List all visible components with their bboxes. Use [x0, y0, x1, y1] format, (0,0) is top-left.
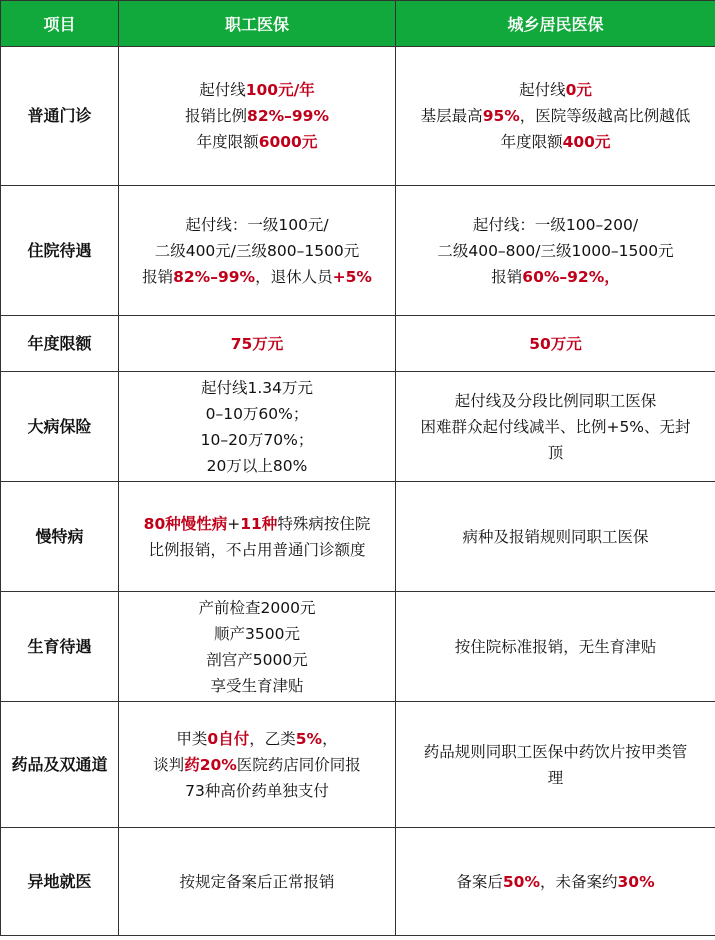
employee-insurance-cell: [119, 316, 396, 372]
cell-text: 报销: [142, 267, 174, 286]
highlight-text: +5%: [332, 267, 372, 286]
row-label: 住院待遇: [1, 186, 119, 316]
table-row: [1, 482, 715, 592]
employee-insurance-cell: [119, 702, 396, 828]
highlight-text: 100元/年: [245, 81, 315, 99]
table-row: [1, 592, 715, 702]
row-label: 药品及双通道: [1, 702, 119, 828]
resident-line: [400, 331, 711, 357]
cell-text: 年度限额: [500, 133, 563, 151]
resident-line: [400, 388, 711, 414]
resident-line: [400, 238, 711, 264]
employee-line: [123, 511, 391, 537]
resident-insurance-cell: [396, 316, 715, 372]
table-row: [1, 828, 715, 936]
cell-text: 困难群众起付线减半、比例+5%、无封: [420, 417, 691, 436]
cell-text: 报销比例: [185, 107, 248, 125]
resident-line: [400, 634, 711, 660]
resident-insurance-cell: [396, 47, 715, 186]
resident-line: [400, 103, 711, 129]
cell-text: ，未备案约: [540, 872, 618, 891]
employee-line: [123, 129, 391, 155]
table-row: [1, 316, 715, 372]
employee-line: [123, 595, 391, 621]
employee-insurance-cell: [119, 482, 396, 592]
cell-text: 顺产3500元: [214, 624, 300, 643]
employee-line: [123, 621, 391, 647]
employee-line: [123, 103, 391, 129]
table-row: [1, 186, 715, 316]
highlight-text: 95%: [482, 107, 520, 125]
resident-insurance-cell: [396, 482, 715, 592]
resident-line: [400, 440, 711, 466]
highlight-text: 50%: [502, 872, 540, 891]
employee-line: [123, 778, 391, 804]
cell-text: 医院药店同价同报: [236, 755, 361, 774]
resident-line: [400, 765, 711, 791]
cell-text: 甲类: [176, 729, 208, 748]
cell-text: ，医院等级越高比例越低: [519, 107, 691, 125]
resident-line: [400, 524, 711, 550]
employee-line: [123, 752, 391, 778]
highlight-text: 82%–99%: [247, 107, 329, 125]
employee-insurance-cell: [119, 828, 396, 936]
cell-text: 73种高价药单独支付: [185, 781, 329, 800]
employee-line: [123, 647, 391, 673]
employee-insurance-cell: [119, 592, 396, 702]
cell-text: 年度限额: [196, 133, 259, 151]
cell-text: 顶: [547, 443, 564, 462]
resident-line: [400, 414, 711, 440]
cell-text: ，乙类: [249, 729, 296, 748]
cell-text: 基层最高: [420, 107, 483, 125]
cell-text: 比例报销，不占用普通门诊额度: [148, 540, 366, 559]
header-item: 项目: [1, 1, 119, 47]
highlight-text: 0自付: [207, 729, 250, 748]
cell-text: 药品规则同职工医保中药饮片按甲类管: [423, 742, 688, 761]
table-row: [1, 47, 715, 186]
table-row: [1, 702, 715, 828]
cell-text: 剖宫产5000元: [206, 650, 308, 669]
cell-text: 按规定备案后正常报销: [179, 872, 335, 891]
employee-line: [123, 212, 391, 238]
highlight-text: 0元: [565, 81, 592, 99]
resident-insurance-cell: [396, 372, 715, 482]
highlight-text: 75万元: [230, 334, 284, 353]
cell-text: 0–10万60%；: [205, 404, 309, 423]
cell-text: 10–20万70%；: [200, 430, 314, 449]
cell-text: 特殊病按住院: [277, 514, 371, 533]
cell-text: 产前检查2000元: [198, 598, 316, 617]
cell-text: 享受生育津贴: [210, 676, 304, 695]
cell-text: 谈判: [153, 755, 185, 774]
resident-insurance-cell: [396, 592, 715, 702]
resident-line: [400, 129, 711, 155]
header-row: [1, 1, 715, 47]
employee-line: [123, 375, 391, 401]
table-row: [1, 372, 715, 482]
employee-line: [123, 869, 391, 895]
cell-text: 起付线1.34万元: [200, 378, 313, 397]
cell-text: 20万以上80%: [206, 456, 308, 475]
cell-text: 起付线: [519, 81, 566, 99]
highlight-text: 11种: [240, 514, 278, 533]
highlight-text: 60%–92%，: [522, 267, 620, 286]
employee-insurance-cell: [119, 372, 396, 482]
resident-line: [400, 212, 711, 238]
cell-text: 起付线：一级100元/: [185, 215, 329, 234]
employee-insurance-cell: [119, 186, 396, 316]
resident-insurance-cell: [396, 702, 715, 828]
highlight-text: 80种慢性病: [143, 514, 228, 533]
cell-text: 二级400–800/三级1000–1500元: [437, 241, 674, 260]
highlight-text: 6000元: [258, 133, 318, 151]
row-label: 年度限额: [1, 316, 119, 372]
employee-line: [123, 453, 391, 479]
cell-text: 起付线: [199, 81, 246, 99]
cell-text: 病种及报销规则同职工医保: [462, 527, 649, 546]
row-label: 普通门诊: [1, 47, 119, 186]
highlight-text: 82%–99%: [173, 267, 256, 286]
highlight-text: 5%: [295, 729, 323, 748]
employee-line: [123, 401, 391, 427]
cell-text: 二级400元/三级800–1500元: [154, 241, 360, 260]
employee-line: [123, 331, 391, 357]
cell-text: 起付线：一级100–200/: [472, 215, 639, 234]
resident-insurance-cell: [396, 828, 715, 936]
cell-text: 报销: [491, 267, 523, 286]
employee-line: [123, 238, 391, 264]
cell-text: ，: [322, 729, 338, 748]
resident-line: [400, 264, 711, 290]
employee-line: [123, 537, 391, 563]
cell-text: 按住院标准报销，无生育津贴: [454, 637, 657, 656]
highlight-text: 50万元: [529, 334, 582, 353]
resident-line: [400, 77, 711, 103]
cell-text: 备案后: [456, 872, 503, 891]
highlight-text: 30%: [617, 872, 655, 891]
employee-line: [123, 77, 391, 103]
row-label: 异地就医: [1, 828, 119, 936]
row-label: 慢特病: [1, 482, 119, 592]
row-label: 大病保险: [1, 372, 119, 482]
header-employee-insurance: 职工医保: [119, 1, 396, 47]
employee-line: [123, 673, 391, 699]
employee-line: [123, 726, 391, 752]
resident-line: [400, 869, 711, 895]
cell-text: +: [227, 514, 241, 533]
row-label: 生育待遇: [1, 592, 119, 702]
employee-line: [123, 264, 391, 290]
cell-text: 起付线及分段比例同职工医保: [454, 391, 657, 410]
resident-line: [400, 739, 711, 765]
cell-text: 理: [547, 768, 564, 787]
resident-insurance-cell: [396, 186, 715, 316]
employee-line: [123, 427, 391, 453]
header-resident-insurance: 城乡居民医保: [396, 1, 715, 47]
employee-insurance-cell: [119, 47, 396, 186]
highlight-text: 400元: [562, 133, 611, 151]
cell-text: ，退休人员: [255, 267, 333, 286]
highlight-text: 药20%: [184, 755, 237, 774]
